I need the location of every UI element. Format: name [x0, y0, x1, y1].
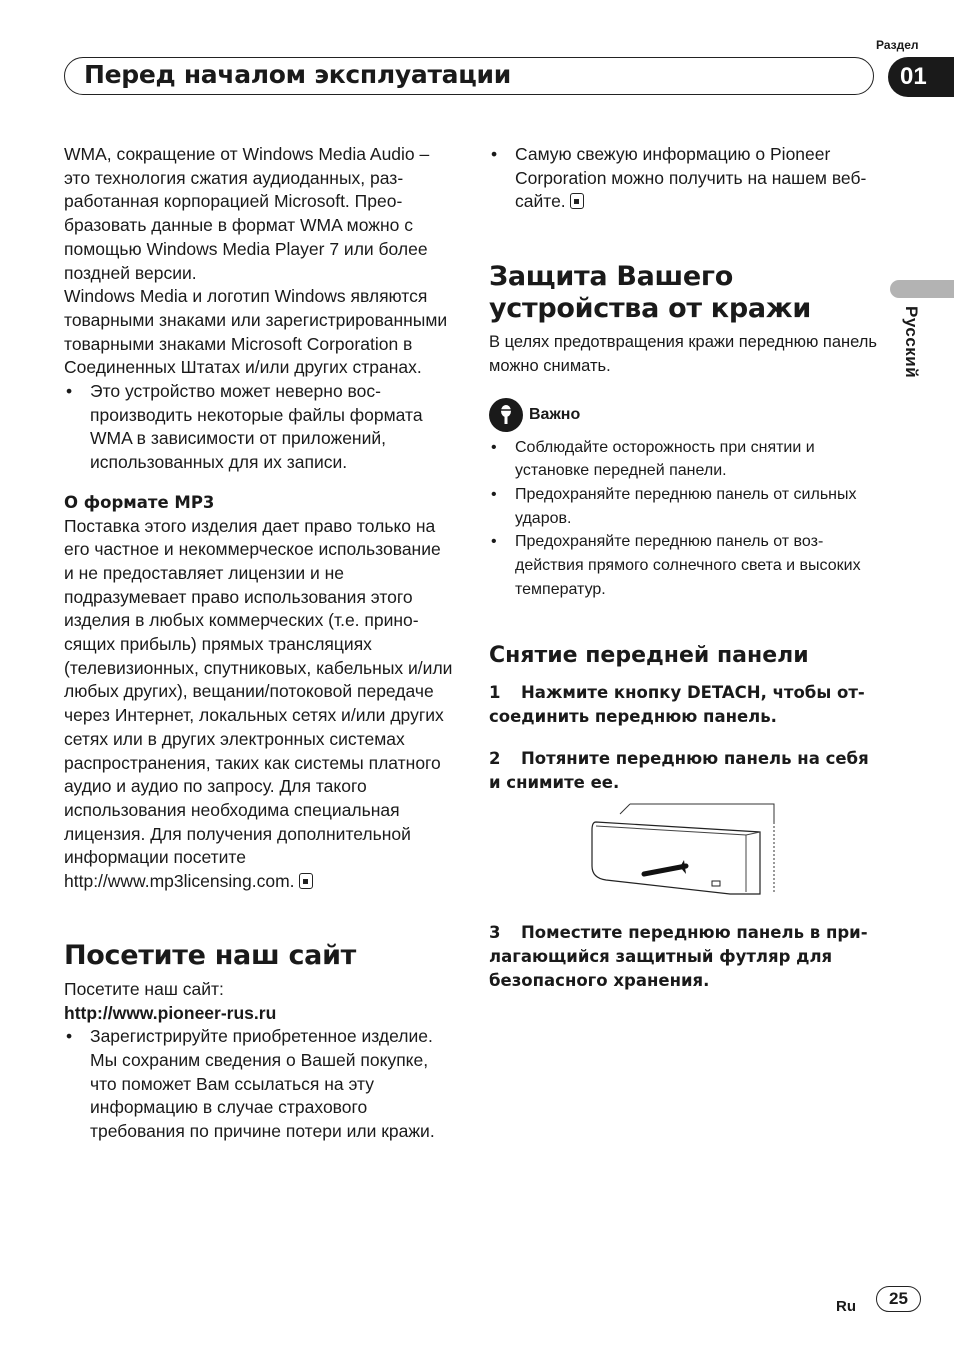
step-1 [489, 681, 879, 728]
end-mark-icon [299, 873, 313, 889]
removal-heading: Снятие передней панели [489, 643, 809, 669]
step-2 [489, 747, 879, 794]
chapter-title: Перед началом эксплуатации [84, 60, 511, 89]
wma-paragraph-1: WMA, сокращение от Windows Media Audio – это технология сжатия аудиоданных, разработанная корпорацией Microsoft. Преобразовать данные в формат WMA можно с помощью Windows Media Player 7 или более поздней версии. [64, 144, 430, 283]
front-panel-removal-illustration [584, 800, 778, 900]
site-bullet: • Зарегистрируйте приобретенное изделие. Мы сохраним сведения о Вашей покупке, что поможет Вам ссылаться на эту информацию в случае страхового требования по причине потери или кражи. [64, 1025, 454, 1144]
section-number-badge: 01 [888, 57, 954, 97]
wma-paragraph-2: Windows Media и логотип Windows являются товарными знаками или зарегистрированными товарными знаками Microsoft Corporation в Соединенных Штатах и/или других странах. [64, 286, 448, 378]
mp3-heading: О формате MP3 [64, 492, 215, 512]
language-tab-bar [890, 280, 954, 298]
mp3-paragraph [64, 515, 454, 894]
theft-intro: В целях предотвращения кражи переднюю панель можно снимать. [489, 333, 877, 375]
important-label: Важно [529, 405, 581, 423]
section-label: Раздел [876, 38, 919, 52]
footer-language-code: Ru [836, 1298, 856, 1315]
theft-heading: Защита Вашего устройства от кражи [489, 261, 811, 325]
mp3-paragraph-text: Поставка этого изделия дает право только на его частное и некоммерческое использование и не предоставляет лицензии и не подразумевает право использования этого изделия в любых коммерческих (т.е. приносящих прибыль) прямых трансляциях (телевизионных, спутниковых, кабельных и/или любых других), вещании/потоковой передаче через Интернет, локальных сетях и/или других сетях или в других электронных системах распространения, таких как системы платного аудио и аудио по запросу. Для такого использования необходима специальная лицензия. Для получения дополнительной информации посетите http://www.mp3licensing.com. [64, 515, 453, 892]
page-number: 25 [876, 1286, 921, 1312]
step-text: Потяните переднюю панель на себя и снимите ее. [489, 748, 869, 792]
important-item: • Предохраняйте переднюю панель от воздействия прямого солнечного света и высоких температур. [489, 530, 879, 601]
important-pin-icon [489, 398, 523, 432]
site-bullet-2-text: Самую свежую информацию о Pioneer Corporation можно получить на нашем веб-сайте. [515, 144, 867, 212]
site-bullet-2 [489, 143, 879, 214]
site-intro: Посетите наш сайт: [64, 978, 224, 999]
important-item: • Соблюдайте осторожность при снятии и установке передней панели. [489, 436, 879, 483]
wma-bullet: • Это устройство может неверно воспроизводить некоторые файлы формата WMA в зависимости от приложений, использованных для их записи. [64, 380, 454, 475]
site-heading: Посетите наш сайт [64, 939, 357, 971]
important-item: • Предохраняйте переднюю панель от сильных ударов. [489, 483, 879, 530]
site-url-link[interactable]: http://www.pioneer-rus.ru [64, 1002, 277, 1023]
step-text: Нажмите кнопку DETACH, чтобы отсоединить переднюю панель. [489, 683, 865, 727]
step-text: Поместите переднюю панель в прилагающийся защитный футляр для безопасного хранения. [489, 923, 868, 990]
step-3 [489, 921, 879, 992]
step-number: 3 [489, 923, 501, 943]
left-column [64, 143, 454, 1144]
language-tab-label: Русский [902, 306, 921, 379]
step-number: 2 [489, 748, 501, 768]
important-header [489, 398, 879, 436]
step-number: 1 [489, 683, 501, 703]
end-mark-icon [570, 193, 584, 209]
